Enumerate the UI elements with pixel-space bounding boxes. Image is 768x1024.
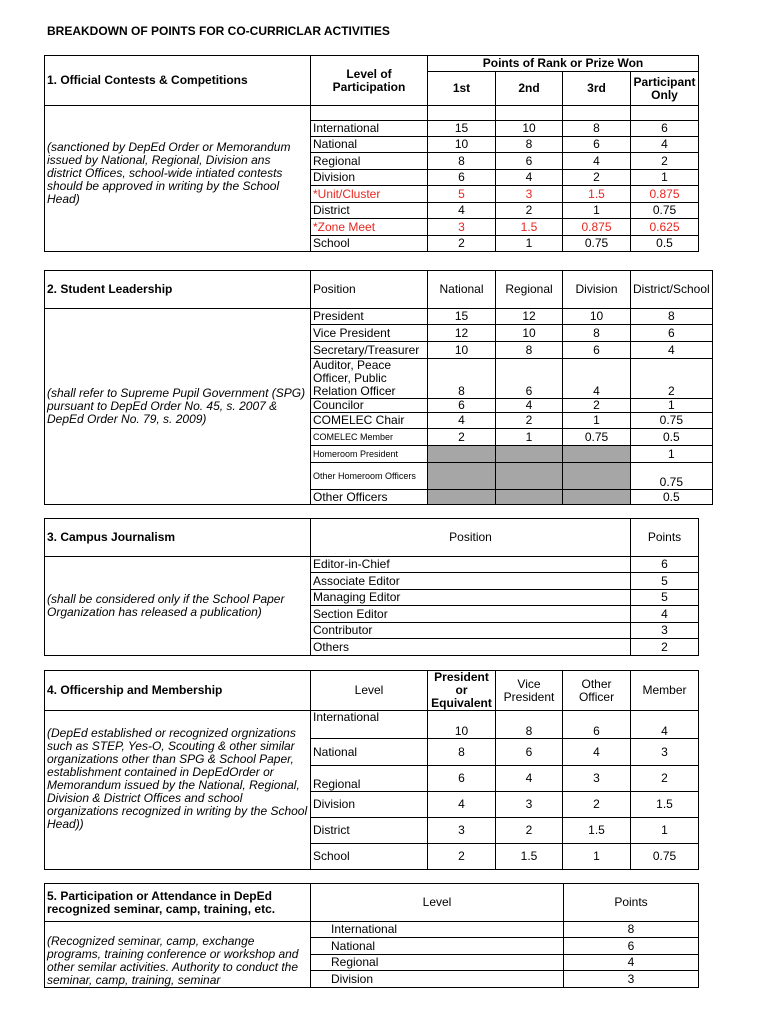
position-header: Position bbox=[311, 271, 428, 309]
cell: 1.5 bbox=[496, 219, 563, 236]
section-4-heading: 4. Officership and Membership bbox=[45, 671, 311, 711]
cell: 4 bbox=[631, 711, 699, 739]
section-4-table bbox=[44, 670, 699, 870]
cell: 4 bbox=[496, 766, 563, 792]
position-header: Position bbox=[311, 519, 631, 557]
level-header: Level of Participation bbox=[311, 56, 428, 106]
cell: 2 bbox=[428, 236, 496, 252]
cell: 1 bbox=[496, 429, 563, 446]
col-member: Member bbox=[631, 671, 699, 711]
cell: 2 bbox=[631, 766, 699, 792]
level-label: District bbox=[311, 818, 428, 844]
page-title: BREAKDOWN OF POINTS FOR CO-CURRICLAR ACTIVITIES bbox=[47, 24, 390, 38]
position-label: Contributor bbox=[311, 623, 631, 639]
cell: 4 bbox=[563, 153, 631, 170]
cell: 3 bbox=[631, 739, 699, 766]
section-1-table bbox=[44, 55, 699, 252]
level-label: District bbox=[311, 203, 428, 219]
col-1st: 1st bbox=[428, 72, 496, 106]
section-1-heading: 1. Official Contests & Competitions bbox=[45, 56, 311, 106]
cell: 0.75 bbox=[631, 203, 699, 219]
cell: 2 bbox=[631, 153, 699, 170]
cell: 8 bbox=[496, 711, 563, 739]
position-label: Councilor bbox=[311, 399, 428, 413]
cell: 5 bbox=[631, 573, 699, 590]
cell: 8 bbox=[496, 137, 563, 153]
level-label: Division bbox=[311, 971, 564, 988]
section-5-heading: 5. Participation or Attendance in DepEd recognized seminar, camp, training, etc. bbox=[45, 884, 311, 922]
level-label: School bbox=[311, 236, 428, 252]
points-header: Points of Rank or Prize Won bbox=[428, 56, 699, 72]
cell: 10 bbox=[496, 121, 563, 137]
col-district-school: District/School bbox=[631, 271, 713, 309]
cell: 6 bbox=[631, 325, 713, 342]
cell: 3 bbox=[496, 186, 563, 203]
cell: 5 bbox=[428, 186, 496, 203]
cell: 4 bbox=[496, 399, 563, 413]
col-participant: Participant Only bbox=[631, 72, 699, 106]
cell: 12 bbox=[428, 325, 496, 342]
col-president: President or Equivalent bbox=[428, 671, 496, 711]
cell: 1 bbox=[631, 399, 713, 413]
cell: 1 bbox=[563, 203, 631, 219]
cell: 8 bbox=[563, 121, 631, 137]
cell: 4 bbox=[631, 137, 699, 153]
cell: 4 bbox=[428, 792, 496, 818]
cell: 8 bbox=[564, 922, 699, 938]
col-other-officer: Other Officer bbox=[563, 671, 631, 711]
cell: 12 bbox=[496, 309, 563, 325]
position-label: Homeroom President bbox=[311, 446, 428, 463]
level-label: International bbox=[311, 121, 428, 137]
cell: 0.875 bbox=[631, 186, 699, 203]
cell: 4 bbox=[631, 342, 713, 359]
cell: 0.5 bbox=[631, 429, 713, 446]
level-header: Level bbox=[311, 884, 564, 922]
section-2-table bbox=[44, 270, 713, 505]
col-3rd: 3rd bbox=[563, 72, 631, 106]
level-label: *Unit/Cluster bbox=[311, 186, 428, 203]
cell: 0.75 bbox=[631, 463, 713, 490]
cell: 3 bbox=[564, 971, 699, 988]
cell: 2 bbox=[428, 429, 496, 446]
position-label: COMELEC Chair bbox=[311, 413, 428, 429]
position-label: Associate Editor bbox=[311, 573, 631, 590]
cell: 8 bbox=[563, 325, 631, 342]
cell: 1 bbox=[496, 236, 563, 252]
level-label: Division bbox=[311, 792, 428, 818]
level-label: International bbox=[311, 711, 428, 739]
section-2-heading: 2. Student Leadership bbox=[45, 271, 311, 309]
level-label: National bbox=[311, 739, 428, 766]
position-label: Other Homeroom Officers bbox=[311, 463, 428, 490]
cell: 1 bbox=[631, 818, 699, 844]
cell: 6 bbox=[496, 359, 563, 399]
cell: 6 bbox=[563, 342, 631, 359]
cell: 6 bbox=[631, 121, 699, 137]
position-label: Other Officers bbox=[311, 490, 428, 505]
cell: 8 bbox=[428, 359, 496, 399]
level-label: Regional bbox=[311, 153, 428, 170]
cell: 0.75 bbox=[563, 429, 631, 446]
position-label: Auditor, Peace Officer, Public Relation Officer bbox=[311, 359, 428, 399]
cell: 4 bbox=[564, 955, 699, 971]
points-header: Points bbox=[564, 884, 699, 922]
cell: 6 bbox=[428, 399, 496, 413]
cell: 2 bbox=[563, 792, 631, 818]
cell: 3 bbox=[563, 766, 631, 792]
cell: 4 bbox=[496, 170, 563, 186]
cell: 3 bbox=[631, 623, 699, 639]
position-label: Secretary/Treasurer bbox=[311, 342, 428, 359]
cell: 0.75 bbox=[631, 413, 713, 429]
cell: 10 bbox=[563, 309, 631, 325]
cell: 6 bbox=[631, 557, 699, 573]
cell: 4 bbox=[428, 413, 496, 429]
cell: 8 bbox=[496, 342, 563, 359]
section-5-table bbox=[44, 883, 699, 988]
cell: 5 bbox=[631, 590, 699, 606]
cell: 8 bbox=[428, 739, 496, 766]
col-vice-president: Vice President bbox=[496, 671, 563, 711]
cell: 6 bbox=[428, 766, 496, 792]
position-label: Editor-in-Chief bbox=[311, 557, 631, 573]
level-label: Regional bbox=[311, 766, 428, 792]
cell: 10 bbox=[428, 711, 496, 739]
cell: 1.5 bbox=[563, 818, 631, 844]
cell: 2 bbox=[496, 818, 563, 844]
cell: 0.5 bbox=[631, 236, 699, 252]
points-header: Points bbox=[631, 519, 699, 557]
section-2-note: (shall refer to Supreme Pupil Government (SPG) pursuant to DepEd Order No. 45, s. 2007 & DepEd Order No. 79, s. 2009) bbox=[45, 309, 311, 505]
cell: 1.5 bbox=[496, 844, 563, 870]
cell: 2 bbox=[496, 203, 563, 219]
cell: 0.75 bbox=[563, 236, 631, 252]
col-division: Division bbox=[563, 271, 631, 309]
cell: 3 bbox=[428, 219, 496, 236]
section-3-heading: 3. Campus Journalism bbox=[45, 519, 311, 557]
cell: 2 bbox=[496, 413, 563, 429]
cell: 1 bbox=[631, 446, 713, 463]
level-label: National bbox=[311, 137, 428, 153]
cell: 8 bbox=[428, 153, 496, 170]
position-label: Vice President bbox=[311, 325, 428, 342]
cell: 0.75 bbox=[631, 844, 699, 870]
level-label: Division bbox=[311, 170, 428, 186]
section-5-note: (Recognized seminar, camp, exchange programs, training conference or workshop and other semilar activities. Authority to conduct the seminar, camp, training, seminar bbox=[45, 922, 311, 988]
cell: 2 bbox=[563, 170, 631, 186]
cell: 10 bbox=[428, 137, 496, 153]
cell: 10 bbox=[496, 325, 563, 342]
cell: 4 bbox=[563, 739, 631, 766]
cell: 1 bbox=[563, 413, 631, 429]
cell: 4 bbox=[428, 203, 496, 219]
level-header: Level bbox=[311, 671, 428, 711]
section-1-note: (sanctioned by DepEd Order or Memorandum issued by National, Regional, Division ans district Offices, school-wide intiated contests should be approved in writing by the School Head) bbox=[45, 121, 311, 252]
level-label: School bbox=[311, 844, 428, 870]
position-label: Managing Editor bbox=[311, 590, 631, 606]
cell: 2 bbox=[563, 399, 631, 413]
cell: 4 bbox=[563, 359, 631, 399]
cell: 6 bbox=[564, 938, 699, 955]
cell: 6 bbox=[496, 153, 563, 170]
cell: 1 bbox=[563, 844, 631, 870]
cell: 6 bbox=[563, 137, 631, 153]
cell: 3 bbox=[496, 792, 563, 818]
level-label: *Zone Meet bbox=[311, 219, 428, 236]
section-3-table bbox=[44, 518, 699, 656]
col-regional: Regional bbox=[496, 271, 563, 309]
cell: 10 bbox=[428, 342, 496, 359]
cell: 4 bbox=[631, 606, 699, 623]
level-label: National bbox=[311, 938, 564, 955]
section-3-note: (shall be considered only if the School Paper Organization has released a publication) bbox=[45, 557, 311, 656]
cell: 1 bbox=[631, 170, 699, 186]
position-label: President bbox=[311, 309, 428, 325]
cell: 6 bbox=[563, 711, 631, 739]
col-2nd: 2nd bbox=[496, 72, 563, 106]
cell: 0.625 bbox=[631, 219, 699, 236]
level-label: International bbox=[311, 922, 564, 938]
cell: 2 bbox=[631, 359, 713, 399]
cell: 1.5 bbox=[631, 792, 699, 818]
position-label: Section Editor bbox=[311, 606, 631, 623]
position-label: Others bbox=[311, 639, 631, 656]
level-label: Regional bbox=[311, 955, 564, 971]
cell: 0.5 bbox=[631, 490, 713, 505]
cell: 6 bbox=[496, 739, 563, 766]
cell: 1.5 bbox=[563, 186, 631, 203]
cell: 15 bbox=[428, 309, 496, 325]
cell: 15 bbox=[428, 121, 496, 137]
cell: 2 bbox=[428, 844, 496, 870]
cell: 2 bbox=[631, 639, 699, 656]
cell: 8 bbox=[631, 309, 713, 325]
cell: 0.875 bbox=[563, 219, 631, 236]
position-label: COMELEC Member bbox=[311, 429, 428, 446]
section-4-note: (DepEd established or recognized orgnizations such as STEP, Yes-O, Scouting & other similar organizations other than SPG & School Paper, establishment contained in DepEdOrder or Memorandum issued by the National, Regional, Division & District Offices and school organizations recognized in writing by the School Head)) bbox=[45, 711, 311, 870]
col-national: National bbox=[428, 271, 496, 309]
cell: 6 bbox=[428, 170, 496, 186]
cell: 3 bbox=[428, 818, 496, 844]
